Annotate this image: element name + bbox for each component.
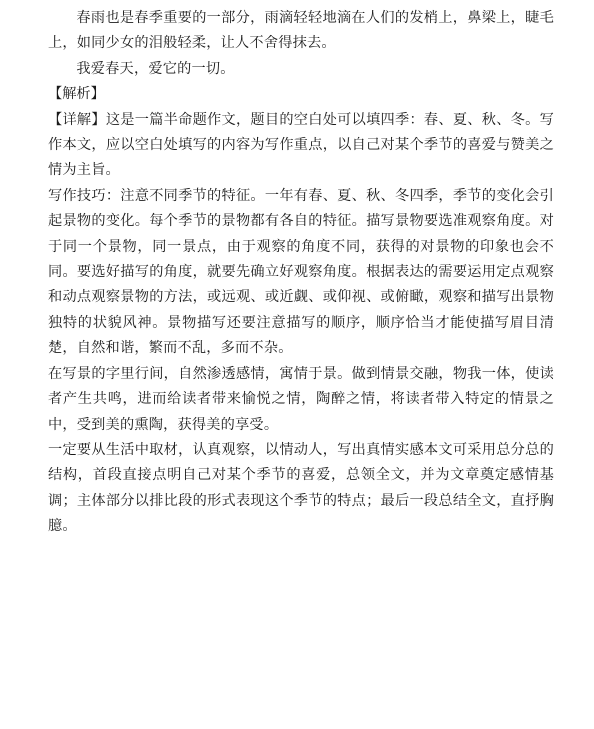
writing-tips-paragraph: 写作技巧：注意不同季节的特征。一年有春、夏、秋、冬四季，季节的变化会引起景物的变化。每个季节的景物都有各自的特征。描写景物要选准观察角度。对于同一个景物，同一景点，由于观察的角度不同，获得的对景物的印象也会不同。要选好描写的角度，就要先确立好观察角度。根据表达的需要运用定点观察和动点观察景物的方法，或远观、或近觑、或仰视、或俯瞰，观察和描写出景物独特的状貌风神。景物描写还要注意描写的顺序，顺序恰当才能使描写眉目清楚，自然和谐，繁而不乱，多而不杂。 <box>48 187 554 357</box>
essay-paragraph-love-spring: 我爱春天，爱它的一切。 <box>76 60 235 77</box>
structure-paragraph: 一定要从生活中取材，认真观察，以情动人，写出真情实感本文可采用总分总的结构，首段直接点明自己对某个季节的喜爱，总领全文，并为文章奠定感情基调；主体部分以排比段的形式表现这个季节的特点；最后一段总结全文，直抒胸臆。 <box>48 441 554 535</box>
detail-paragraph: 【详解】这是一篇半命题作文，题目的空白处可以填四季：春、夏、秋、冬。写作本文，应以空白处填写的内容为写作重点，以自己对某个季节的喜爱与赞美之情为主旨。 <box>48 111 554 179</box>
essay-paragraph-rain: 春雨也是春季重要的一部分，雨滴轻轻地滴在人们的发梢上，鼻梁上，睫毛上，如同少女的泪般轻柔，让人不舍得抹去。 <box>48 10 554 52</box>
analysis-heading: 【解析】 <box>48 86 105 103</box>
emotion-paragraph: 在写景的字里行间，自然渗透感情，寓情于景。做到情景交融，物我一体，使读者产生共鸣，进而给读者带来愉悦之情，陶醉之情，将读者带入特定的情景之中，受到美的熏陶，获得美的享受。 <box>48 365 554 433</box>
